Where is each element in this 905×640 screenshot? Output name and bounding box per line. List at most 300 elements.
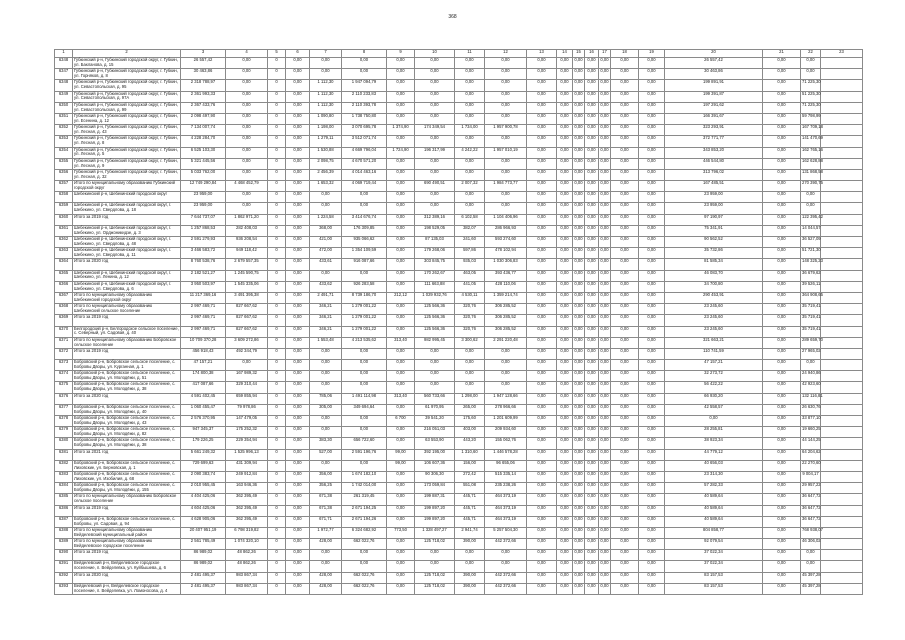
value-cell: 36 527,09 <box>801 237 821 248</box>
value-cell: 441,05 <box>455 281 485 292</box>
empty-cell <box>821 158 863 169</box>
column-number-22: 22 <box>801 50 821 58</box>
value-cell: 0,00 <box>415 58 455 69</box>
value-cell: 0,00 <box>527 326 557 337</box>
value-cell: 4 669 796,04 <box>342 147 387 158</box>
table-row <box>55 483 863 494</box>
value-cell: 0,00 <box>585 248 599 259</box>
row-number: 6368 <box>55 304 73 315</box>
value-cell: 212,12 <box>387 292 415 303</box>
value-cell: 0,00 <box>387 315 415 326</box>
value-cell: 456 918,43 <box>181 348 226 359</box>
value-cell: 0,00 <box>573 259 585 270</box>
value-cell: 0,00 <box>387 550 415 561</box>
value-cell: 0,00 <box>573 192 585 203</box>
value-cell: 0,00 <box>573 203 585 214</box>
value-cell: 320,76 <box>455 304 485 315</box>
value-cell: 0,00 <box>585 494 599 505</box>
value-cell: 2 671 194,26 <box>342 516 387 527</box>
address-cell: Белгородский р-н, Белгородское сельское поселение, с. Северный, ул. Садовая, д. 40 <box>74 325 179 336</box>
table-row <box>55 292 863 303</box>
value-cell: 0,00 <box>611 494 639 505</box>
value-cell: 0,00 <box>286 292 310 303</box>
value-cell: 0,00 <box>387 203 415 214</box>
value-cell: 44 144,25 <box>801 438 821 449</box>
row-number: 6374 <box>55 371 73 382</box>
value-cell: 0,00 <box>286 404 310 415</box>
value-cell: 0,00 <box>599 237 611 248</box>
value-cell: 0,00 <box>639 237 665 248</box>
value-cell: 6 324 682,92 <box>342 527 387 538</box>
value-cell: 0,00 <box>557 192 573 203</box>
value-cell: 174 800,38 <box>181 371 226 382</box>
value-cell: 0 <box>268 583 286 594</box>
value-cell: 0,00 <box>527 393 557 404</box>
value-cell: 0,00 <box>639 304 665 315</box>
column-number-12: 12 <box>485 50 527 58</box>
value-cell: 0,00 <box>639 136 665 147</box>
value-cell: 0,00 <box>527 360 557 371</box>
value-cell: 3 512 071,74 <box>342 136 387 147</box>
value-cell: 323 293,91 <box>665 125 763 136</box>
value-cell: 0,00 <box>611 471 639 482</box>
value-cell: 0,00 <box>573 449 585 460</box>
value-cell: 0,00 <box>585 203 599 214</box>
value-cell: 0,00 <box>485 158 527 169</box>
row-number: 6352 <box>55 125 73 136</box>
value-cell: 5 257 504,30 <box>485 527 527 538</box>
value-cell: 362 395,49 <box>226 505 268 516</box>
value-cell: 313,40 <box>387 393 415 404</box>
value-cell: 306 285,52 <box>485 315 527 326</box>
value-cell: 0,00 <box>387 404 415 415</box>
value-cell: 0,00 <box>611 348 639 359</box>
value-cell: 0,00 <box>599 169 611 180</box>
value-cell: 0,00 <box>599 393 611 404</box>
value-cell: 0,00 <box>763 58 801 69</box>
value-cell: 0,00 <box>485 192 527 203</box>
row-number: 6367 <box>55 292 73 303</box>
value-cell: 0 <box>268 80 286 91</box>
value-cell: 0,00 <box>639 483 665 494</box>
empty-cell <box>821 225 863 236</box>
value-cell: 433,61 <box>310 259 342 270</box>
value-cell: 0,00 <box>639 427 665 438</box>
value-cell: 0,00 <box>226 113 268 124</box>
value-cell: 0,00 <box>226 360 268 371</box>
value-cell: 0,00 <box>611 292 639 303</box>
row-number: 6361 <box>55 225 73 236</box>
value-cell: 33 877,10 <box>801 416 821 427</box>
value-cell: 0,00 <box>611 203 639 214</box>
value-cell: 0,00 <box>527 304 557 315</box>
value-cell: 0,00 <box>557 326 573 337</box>
row-number: 6385 <box>55 494 73 505</box>
value-cell: 0,00 <box>527 471 557 482</box>
value-cell: 0,00 <box>226 136 268 147</box>
value-cell: 0,00 <box>310 58 342 69</box>
value-cell: 0,00 <box>286 203 310 214</box>
value-cell: 173 059,84 <box>415 483 455 494</box>
value-cell: 0,00 <box>599 360 611 371</box>
value-cell: 0,00 <box>611 169 639 180</box>
value-cell: 0,00 <box>557 91 573 102</box>
value-cell: 1 029 932,76 <box>415 292 455 303</box>
address-cell: Шебекинский р-н, Шебекинский городской округ <box>73 192 181 203</box>
value-cell: 2 997 469,71 <box>181 326 226 337</box>
value-cell: 0,00 <box>585 136 599 147</box>
value-cell: 0,00 <box>639 225 665 236</box>
value-cell: 0,00 <box>387 494 415 505</box>
value-cell: 0,00 <box>527 494 557 505</box>
value-cell: 0,00 <box>639 192 665 203</box>
value-cell: 0,00 <box>387 583 415 594</box>
value-cell: 0,00 <box>455 113 485 124</box>
value-cell: 827 667,62 <box>226 326 268 337</box>
value-cell: 0,00 <box>527 404 557 415</box>
value-cell: 1 279,11 <box>310 136 342 147</box>
empty-cell <box>821 281 863 292</box>
table-row <box>55 203 863 214</box>
value-cell: 0,00 <box>527 382 557 393</box>
row-number: 6371 <box>55 337 73 348</box>
value-cell: 0,00 <box>342 427 387 438</box>
value-cell: 0,00 <box>573 360 585 371</box>
table-row <box>55 281 863 292</box>
address-cell: Шебекинский р-н, Шебекинский городской округ, г. Шебекино, ул. Ленина, д. 12 <box>73 270 181 281</box>
table-row <box>55 58 863 69</box>
value-cell: 1 074 320,10 <box>226 539 268 550</box>
row-number: 6382 <box>55 460 73 471</box>
address-cell: Губкинский р-н, Губкинский городской округ, г. Губкин, ул. Горняков, д. 8 <box>73 69 181 80</box>
value-cell: 0,00 <box>639 371 665 382</box>
value-cell: 4 014 463,16 <box>342 169 387 180</box>
value-cell: 1 112,30 <box>310 80 342 91</box>
value-cell: 39 526,11 <box>801 281 821 292</box>
value-cell: 671,38 <box>310 494 342 505</box>
value-cell: 209 934,60 <box>485 427 527 438</box>
value-cell: 40 589,64 <box>665 494 763 505</box>
value-cell: 0,00 <box>763 214 801 225</box>
value-cell: 0,00 <box>639 181 665 192</box>
table-row <box>55 225 863 236</box>
value-cell: 51 721,30 <box>801 248 821 259</box>
empty-cell <box>821 404 863 415</box>
value-cell: 4 213 535,62 <box>342 337 387 348</box>
value-cell: 472,00 <box>310 248 342 259</box>
value-cell: 167 485,51 <box>665 181 763 192</box>
value-cell: 0,00 <box>599 136 611 147</box>
row-number: 6369 <box>55 315 73 326</box>
value-cell: 0,00 <box>599 125 611 136</box>
value-cell: 0,00 <box>387 58 415 69</box>
value-cell: 0,00 <box>387 326 415 337</box>
value-cell: 785,06 <box>310 393 342 404</box>
empty-cell <box>821 181 863 192</box>
row-number: 6393 <box>55 583 73 594</box>
value-cell: 827 667,62 <box>226 315 268 326</box>
value-cell: 0,00 <box>387 91 415 102</box>
value-cell: 0,00 <box>415 348 455 359</box>
address-cell: Итого за 2019 год <box>73 315 181 326</box>
value-cell: 198 529,05 <box>415 225 455 236</box>
value-cell: 2 481 495,37 <box>181 583 226 594</box>
value-cell: 11 217 369,16 <box>181 292 226 303</box>
value-cell: 3 609 272,86 <box>226 337 268 348</box>
address-cell: Итого по муниципальному образованию Вейделевское городское поселение <box>73 539 181 550</box>
value-cell: 2 576 370,95 <box>181 416 226 427</box>
value-cell: 0,00 <box>527 125 557 136</box>
table-row <box>55 449 863 460</box>
value-cell: 4 591 402,45 <box>181 393 226 404</box>
empty-cell <box>821 58 863 69</box>
value-cell: 0,00 <box>585 58 599 69</box>
value-cell: 0,00 <box>611 360 639 371</box>
value-cell: 0,00 <box>585 158 599 169</box>
address-cell: Бобровский р-н, Бобровское сельское поселение, с. Бобровы, ул. Садовая, д. 94 <box>73 516 181 527</box>
address-cell: Итого за 2021 год <box>73 449 181 460</box>
value-cell: 0,00 <box>226 80 268 91</box>
value-cell: 96 655,06 <box>485 460 527 471</box>
value-cell: 0,00 <box>573 438 585 449</box>
value-cell: 0,00 <box>763 416 801 427</box>
address-cell: Губкинский р-н, Губкинский городской округ, г. Губкин, ул. Есенина, д. 12 <box>73 113 181 124</box>
value-cell: 0,00 <box>611 69 639 80</box>
value-cell: 0,00 <box>611 539 639 550</box>
value-cell: 463,05 <box>455 270 485 281</box>
value-cell: 0,00 <box>639 169 665 180</box>
value-cell: 0,00 <box>599 113 611 124</box>
empty-cell <box>821 471 863 482</box>
value-cell: 390,00 <box>455 572 485 583</box>
value-cell: 0,00 <box>557 483 573 494</box>
value-cell: 0,00 <box>557 572 573 583</box>
value-cell: 0,00 <box>527 113 557 124</box>
value-cell: 0,00 <box>639 348 665 359</box>
value-cell: 431 309,94 <box>226 460 268 471</box>
value-cell: 0,00 <box>611 225 639 236</box>
value-cell: 37 022,34 <box>665 550 763 561</box>
value-cell: 982 995,45 <box>415 337 455 348</box>
value-cell: 0,00 <box>286 225 310 236</box>
value-cell: 0,00 <box>286 371 310 382</box>
value-cell: 0 <box>268 427 286 438</box>
value-cell: 0,00 <box>342 561 387 572</box>
value-cell: 0 <box>268 527 286 538</box>
row-number: 6357 <box>55 181 73 192</box>
value-cell: 290 453,91 <box>665 292 763 303</box>
value-cell: 0,00 <box>286 58 310 69</box>
value-cell: 0,00 <box>387 371 415 382</box>
value-cell: 0,00 <box>599 416 611 427</box>
value-cell: 464 373,19 <box>485 505 527 516</box>
value-cell: 0,00 <box>527 147 557 158</box>
column-number-8: 8 <box>342 50 387 58</box>
empty-cell <box>821 449 863 460</box>
value-cell: 0,00 <box>557 80 573 91</box>
value-cell: 0,00 <box>599 561 611 572</box>
value-cell: 162 628,88 <box>801 158 821 169</box>
value-cell: 2 561 785,49 <box>181 539 226 550</box>
value-cell: 83 157,53 <box>665 583 763 594</box>
empty-cell <box>821 539 863 550</box>
value-cell: 0,00 <box>599 438 611 449</box>
value-cell: 0,00 <box>527 203 557 214</box>
row-number: 6388 <box>55 527 73 538</box>
table-row <box>55 158 863 169</box>
row-number: 6384 <box>55 483 73 494</box>
value-cell: 0,00 <box>763 326 801 337</box>
value-cell: 38 923,34 <box>665 438 763 449</box>
value-cell: 0,00 <box>763 527 801 538</box>
value-cell: 0,00 <box>310 203 342 214</box>
value-cell: 0,00 <box>573 248 585 259</box>
value-cell: 0,00 <box>342 550 387 561</box>
value-cell: 0 <box>268 169 286 180</box>
value-cell: 64 204,62 <box>801 449 821 460</box>
value-cell: 0 <box>268 214 286 225</box>
value-cell: 0,00 <box>485 169 527 180</box>
value-cell: 0,00 <box>527 91 557 102</box>
value-cell: 175,60 <box>455 416 485 427</box>
value-cell: 690 490,51 <box>415 181 455 192</box>
value-cell: 0,00 <box>611 583 639 594</box>
value-cell: 0,00 <box>611 460 639 471</box>
data-table <box>54 49 863 595</box>
value-cell: 0,00 <box>226 147 268 158</box>
value-cell: 90 306,30 <box>415 471 455 482</box>
value-cell: 0,00 <box>639 214 665 225</box>
value-cell: 71 225,30 <box>801 80 821 91</box>
value-cell: 0,00 <box>310 69 342 80</box>
value-cell: 0,00 <box>557 125 573 136</box>
value-cell: 0,00 <box>599 69 611 80</box>
value-cell: 0,00 <box>599 404 611 415</box>
value-cell: 0,00 <box>527 292 557 303</box>
value-cell: 34 700,80 <box>665 281 763 292</box>
value-cell: 57 282,33 <box>665 483 763 494</box>
value-cell: 0,00 <box>599 539 611 550</box>
value-cell: 0,00 <box>573 460 585 471</box>
value-cell: 0,00 <box>286 214 310 225</box>
value-cell: 916 087,66 <box>342 259 387 270</box>
empty-cell <box>821 91 863 102</box>
value-cell: 40 589,64 <box>665 505 763 516</box>
value-cell: 0,00 <box>342 371 387 382</box>
value-cell: 1 674 182,10 <box>342 471 387 482</box>
value-cell: 0,00 <box>226 58 268 69</box>
value-cell: 0,00 <box>585 393 599 404</box>
table-row <box>55 169 863 180</box>
value-cell: 111 663,88 <box>415 281 455 292</box>
value-cell: 0,00 <box>485 382 527 393</box>
value-cell: 0,00 <box>639 102 665 113</box>
value-cell: 0,00 <box>286 259 310 270</box>
value-cell: 0,00 <box>557 337 573 348</box>
value-cell: 0,00 <box>387 169 415 180</box>
value-cell: 197 291,62 <box>665 102 763 113</box>
value-cell: 0,00 <box>310 427 342 438</box>
value-cell: 0,00 <box>557 58 573 69</box>
value-cell: 61 970,95 <box>415 404 455 415</box>
value-cell: 320,76 <box>455 315 485 326</box>
value-cell: 4 069 719,44 <box>342 181 387 192</box>
value-cell: 0,00 <box>415 113 455 124</box>
value-cell: 445,71 <box>455 494 485 505</box>
value-cell: 1 957 010,19 <box>485 147 527 158</box>
value-cell: 0,00 <box>599 315 611 326</box>
value-cell: 0,00 <box>611 113 639 124</box>
column-number-20: 20 <box>665 50 763 58</box>
value-cell: 0,00 <box>639 259 665 270</box>
value-cell: 0,00 <box>639 91 665 102</box>
value-cell: 0,00 <box>763 270 801 281</box>
value-cell: 0,00 <box>585 337 599 348</box>
value-cell: 1 530,88 <box>310 147 342 158</box>
table-row <box>55 304 863 315</box>
value-cell: 4 404 425,06 <box>181 494 226 505</box>
value-cell: 343 853,20 <box>665 147 763 158</box>
address-cell: Вейделевский р-н, Вейделевское городское поселение, п. Вейделевка, ул. Куйбышева, д. 6 <box>73 561 181 572</box>
value-cell: 0,00 <box>286 438 310 449</box>
value-cell: 48 862,26 <box>226 550 268 561</box>
value-cell: 0,00 <box>639 561 665 572</box>
value-cell: 560 733,66 <box>415 393 455 404</box>
value-cell: 4 530,11 <box>455 292 485 303</box>
value-cell: 3 491 395,38 <box>226 292 268 303</box>
value-cell: 0,00 <box>585 572 599 583</box>
value-cell: 0,00 <box>639 572 665 583</box>
value-cell: 0,00 <box>639 270 665 281</box>
value-cell: 86 989,02 <box>181 550 226 561</box>
value-cell: 0,00 <box>387 505 415 516</box>
value-cell: 0,00 <box>599 181 611 192</box>
table-row <box>55 583 863 594</box>
value-cell: 0,00 <box>455 169 485 180</box>
value-cell: 1 491 114,98 <box>342 393 387 404</box>
value-cell: 0,00 <box>557 471 573 482</box>
value-cell: 0,00 <box>557 427 573 438</box>
value-cell: 23 959,00 <box>665 203 763 214</box>
value-cell: 166 391,67 <box>665 113 763 124</box>
column-number-3: 3 <box>181 50 226 58</box>
value-cell: 0,00 <box>585 505 599 516</box>
value-cell: 1 224,58 <box>310 214 342 225</box>
value-cell: 0,00 <box>557 281 573 292</box>
value-cell: 23 245,60 <box>665 315 763 326</box>
row-number: 6380 <box>55 438 73 449</box>
value-cell: 0,00 <box>573 237 585 248</box>
value-cell: 446 544,80 <box>665 158 763 169</box>
value-cell: 0,00 <box>585 281 599 292</box>
value-cell: 0 <box>268 147 286 158</box>
value-cell: 2 941,74 <box>455 527 485 538</box>
value-cell: 0,00 <box>455 158 485 169</box>
table-body <box>55 58 863 595</box>
value-cell: 35 719,41 <box>801 315 821 326</box>
value-cell: 0,00 <box>342 270 387 281</box>
value-cell: 0 <box>268 360 286 371</box>
value-cell: 0,00 <box>527 449 557 460</box>
value-cell: 0,00 <box>573 561 585 572</box>
value-cell: 0,00 <box>455 561 485 572</box>
address-cell: Итого за 2020 год <box>73 393 181 404</box>
value-cell: 35 719,41 <box>801 304 821 315</box>
value-cell: 383,30 <box>310 438 342 449</box>
value-cell: 0,00 <box>527 225 557 236</box>
value-cell: 0,00 <box>599 550 611 561</box>
value-cell: 235 238,26 <box>485 483 527 494</box>
